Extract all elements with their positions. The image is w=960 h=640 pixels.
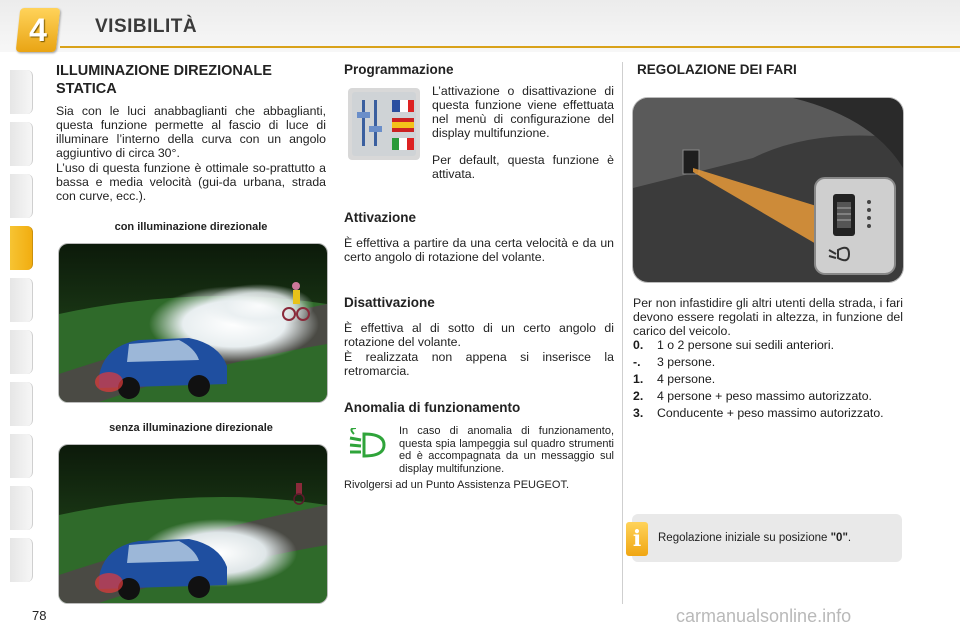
list-item: 1. 4 persone.: [633, 372, 716, 386]
page-number: 78: [32, 608, 47, 623]
list-item: 0. 1 o 2 persone sui sedili anteriori.: [633, 338, 835, 352]
chapter-tab-active[interactable]: [10, 226, 33, 270]
chapter-tab[interactable]: [10, 382, 33, 426]
warning-lamp-icon: [346, 428, 392, 462]
chapter-tab[interactable]: [10, 330, 33, 374]
chapter-tab[interactable]: [10, 70, 33, 114]
section-heading-attivazione: Attivazione: [344, 210, 417, 225]
disattivazione-paragraph-1: È effettiva al di sotto di un certo angolo di rotazione del volante.: [344, 321, 614, 349]
chapter-tab[interactable]: [10, 278, 33, 322]
programmazione-paragraph-1: L’attivazione o disattivazione di questa funzione viene effettuata nel menù di configurazione del display multifunzione.: [432, 84, 614, 140]
section-heading-anomalia: Anomalia di funzionamento: [344, 400, 521, 415]
regolazione-intro: Per non infastidire gli altri utenti della strada, i fari devono essere regolati in altezza, in funzione del carico del veicolo.: [633, 296, 903, 338]
info-icon: i: [626, 522, 648, 556]
left-paragraph-1: Sia con le luci anabbaglianti che abbaglianti, questa funzione permette al fascio di luce di illuminare l’interno della curva con un angolo aggiuntivo di circa 30°.: [56, 104, 326, 160]
section-heading-regolazione: REGOLAZIONE DEI FARI: [637, 62, 797, 77]
anomalia-paragraph: In caso di anomalia di funzionamento, questa spia lampeggia sul quadro strumenti ed è accompagnata da un messaggio sul display multifunzione.: [399, 425, 614, 475]
left-paragraph-2: L’uso di questa funzione è ottimale so-prattutto a bassa e media velocità (gui-da urbana, strada con curve, ecc.).: [56, 161, 326, 203]
watermark: carmanualsonline.info: [676, 606, 852, 626]
page-title: VISIBILITÀ: [95, 16, 198, 37]
photo-without-directional-lighting: [58, 444, 328, 604]
caption-without-directional: senza illuminazione direzionale: [109, 422, 273, 434]
section-heading-illuminazione: ILLUMINAZIONE DIREZIONALE STATICA: [56, 63, 272, 97]
photo-headlight-adjust-control: [632, 97, 904, 283]
info-text: Regolazione iniziale su posizione "0".: [658, 532, 852, 544]
load-position-list: [633, 338, 903, 423]
caption-with-directional: con illuminazione direzionale: [114, 221, 268, 233]
list-item: -. 3 persone.: [633, 355, 716, 369]
chapter-tab[interactable]: [10, 538, 33, 582]
chapter-tabs: [10, 70, 32, 578]
disattivazione-paragraph-2: È realizzata non appena si inserisce la retromarcia.: [344, 350, 614, 378]
column-divider: [622, 62, 623, 604]
anomalia-contact: Rivolgersi ad un Punto Assistenza PEUGEOT.: [344, 479, 569, 491]
chapter-tab[interactable]: [10, 434, 33, 478]
header-underline: [60, 46, 960, 48]
list-item: 2. 4 persone + peso massimo autorizzato.: [633, 389, 872, 403]
photo-with-directional-lighting: [58, 243, 328, 403]
section-heading-disattivazione: Disattivazione: [344, 295, 435, 310]
chapter-tab[interactable]: [10, 122, 33, 166]
list-item: 3. Conducente + peso massimo autorizzato.: [633, 406, 884, 420]
chapter-tab[interactable]: [10, 486, 33, 530]
display-menu-icon: [348, 88, 420, 160]
programmazione-paragraph-2: Per default, questa funzione è attivata.: [432, 153, 614, 181]
section-heading-programmazione: Programmazione: [344, 62, 454, 77]
attivazione-paragraph: È effettiva a partire da una certa velocità e da un certo angolo di rotazione del volante.: [344, 236, 614, 264]
chapter-number: 4: [29, 11, 47, 48]
chapter-tab[interactable]: [10, 174, 33, 218]
